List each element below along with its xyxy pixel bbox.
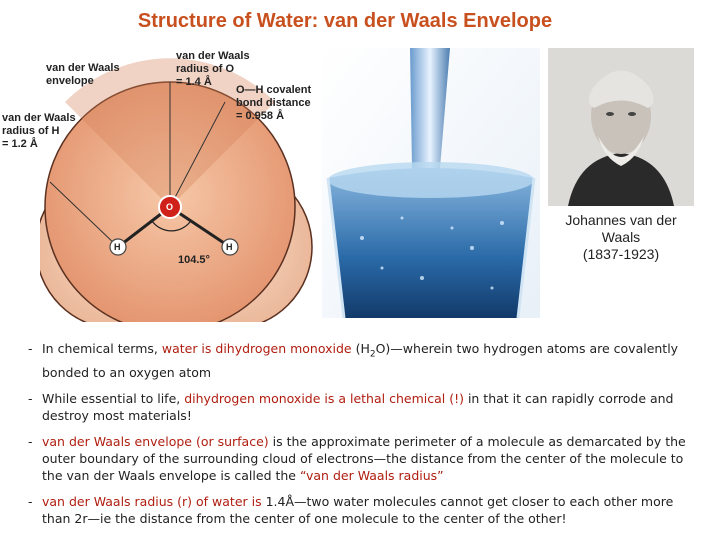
portrait-photo (548, 48, 694, 206)
envelope-label: van der Waals envelope (46, 62, 120, 87)
water-molecule-diagram (2, 42, 330, 322)
atom-label-o: O (166, 202, 174, 212)
radius-o-label: van der Waals radius of O = 1.4 Å (176, 50, 250, 88)
atom-label-h-left: H (114, 242, 121, 252)
radius-h-label: van der Waals radius of H = 1.2 Å (2, 112, 76, 150)
bullet-list (28, 340, 698, 536)
covalent-distance-label: O—H covalent bond distance = 0.958 Å (236, 84, 312, 122)
atom-label-h-right: H (226, 242, 233, 252)
bond-angle-label: 104.5° (178, 254, 210, 266)
water-glass-photo (322, 48, 540, 318)
bullet-item-4: - van der Waals radius (r) of water is 1.4Å—two water molecules cannot get closer to each other more than 2r—ie the distance from the center of one molecule to the center of the other! (28, 493, 674, 526)
portrait-caption: Johannes van der Waals (1837-1923) (565, 212, 677, 262)
bullet-item-2: - While essential to life, dihydrogen monoxide is a lethal chemical (!) in that it can rapidly corrode and destroy most materials! (28, 390, 674, 423)
bullet-item-3: - van der Waals envelope (or surface) is the approximate perimeter of a molecule as demarcated by the outer boundary of the surrounding cloud of electrons—the distance from the center of the molecule to the van der Waals envelope is called the “van der Waals radius” (28, 433, 686, 483)
slide-title: Structure of Water: van der Waals Envelope (137, 10, 553, 32)
bullet-item-1: - In chemical terms, water is dihydrogen monoxide $(H_2O)—wherein$ two hydrogen atoms are covalently bonded to an oxygen atom (28, 341, 679, 380)
